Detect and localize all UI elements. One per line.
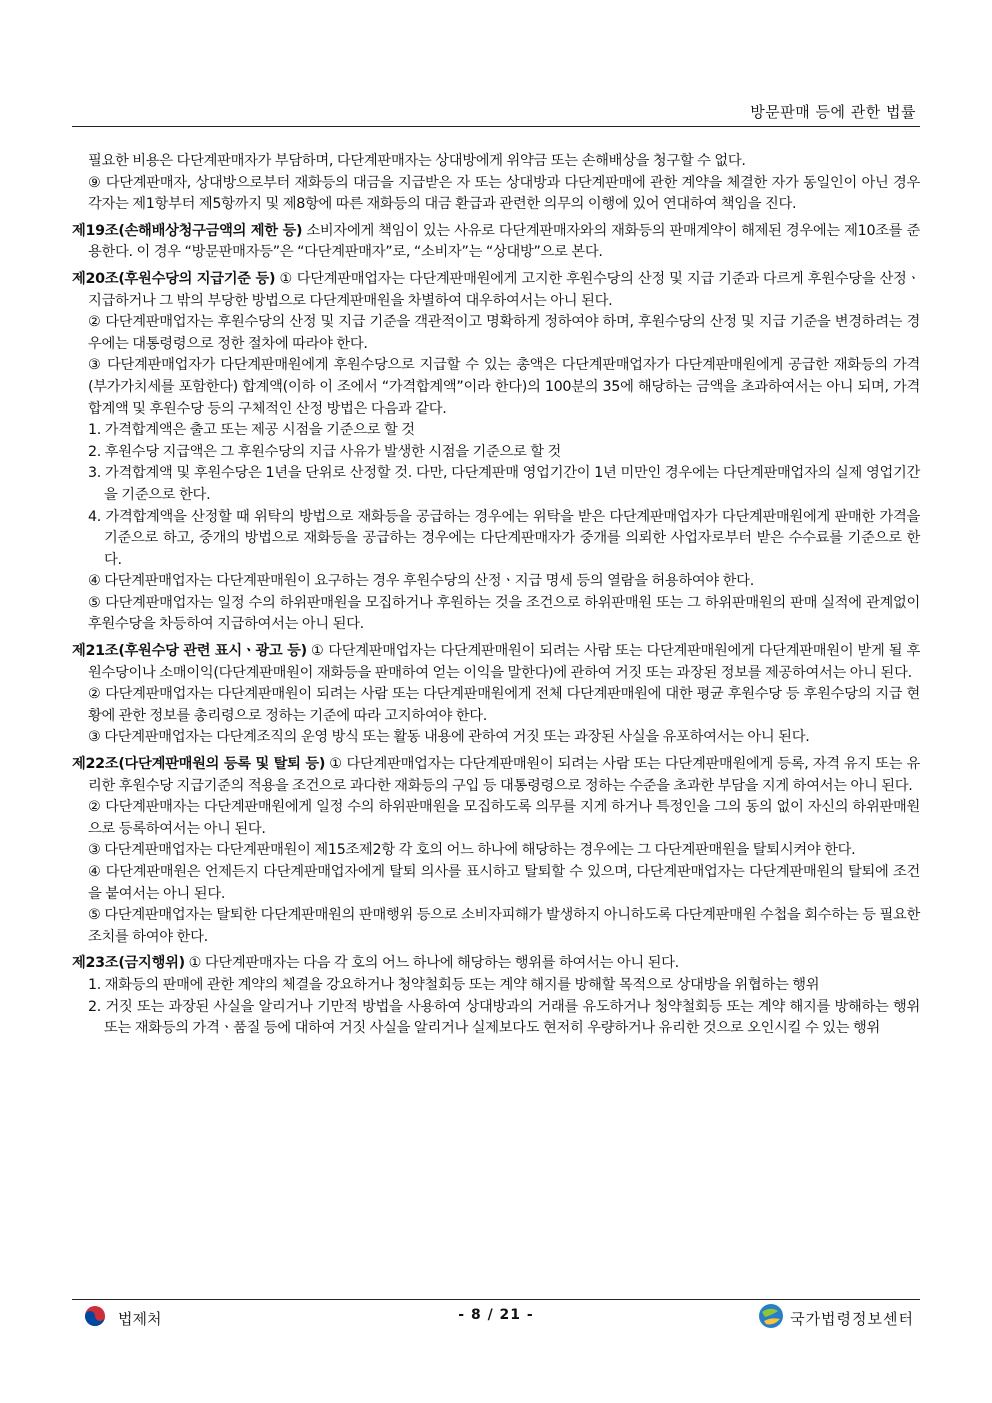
clause-paragraph [72,312,920,355]
clause-paragraph [72,862,920,905]
paragraph-text: 1. 가격합계액은 출고 또는 제공 시점을 기준으로 할 것 [88,422,415,439]
paragraph-text: ② 다단계판매자는 다단계판매원에게 일정 수의 하위판매원을 모집하도록 의무를 지게 하거나 특정인을 그의 동의 없이 자신의 하위판매원으로 등록하여서는 아니 된다. [88,799,920,837]
law-center-globe-icon [758,1303,784,1333]
paragraph-text: 소비자에게 책임이 있는 사유로 다단계판매자와의 재화등의 판매계약이 해제된 경우에는 제10조를 준용한다. 이 경우 “방문판매자등”은 “다단계판매자”로, “소비자”는 “상대방”으로 본다. [88,222,920,261]
article-paragraph [72,269,920,312]
clause-paragraph [72,684,920,727]
clause-paragraph [72,797,920,840]
article-heading: 제20조(후원수당의 지급기준 등) [72,270,276,287]
numbered-item [72,975,920,997]
paragraph-text: ④ 다단계판매원은 언제든지 다단계판매업자에게 탈퇴 의사를 표시하고 탈퇴할 수 있으며, 다단계판매업자는 다단계판매원의 탈퇴에 조건을 붙여서는 아니 된다. [88,864,920,902]
footer-agency-label: 법제처 [118,1309,162,1328]
paragraph-text: 3. 가격합계액 및 후원수당은 1년을 단위로 산정할 것. 다만, 다단계판매 영업기간이 1년 미만인 경우에는 다단계판매업자의 실제 영업기간을 기준으로 한다. [88,465,920,503]
paragraph-text: 필요한 비용은 다단계판매자가 부담하며, 다단계판매자는 상대방에게 위약금 또는 손해배상을 청구할 수 없다. [88,153,746,169]
paragraph-text: ① 다단계판매자는 다음 각 호의 어느 하나에 해당하는 행위를 하여서는 아니 된다. [184,955,679,972]
clause-paragraph [72,727,920,749]
paragraph-text: ① 다단계판매업자는 다단계판매원이 되려는 사람 또는 다단계판매원에게 다단계판매원이 받게 될 후원수당이나 소매이익(다단계판매원이 재화등을 판매하여 얻는 이익을 말한다)에 관하여 거짓 또는 과장된 정보를 제공하여서는 아니 된다. [88,643,920,681]
clause-paragraph [72,571,920,593]
paragraph-text: ④ 다단계판매업자는 다단계판매원이 요구하는 경우 후원수당의 산정ㆍ지급 명세 등의 열람을 허용하여야 한다. [88,573,754,590]
paragraph-text: ⑨ 다단계판매자, 상대방으로부터 재화등의 대금을 지급받은 자 또는 상대방과 다단계판매에 관한 계약을 체결한 자가 동일인이 아닌 경우 각자는 제1항부터 제5항까지 및 제8항에 따른 재화등의 대금 환급과 관련한 의무의 이행에 있어 연대하여 책임을 진다. [88,174,920,213]
numbered-item [72,463,920,506]
article-paragraph [72,221,920,264]
page-number: - 8 / 21 - [458,1307,534,1323]
clause-paragraph [72,905,920,948]
paragraph-text: 4. 가격합계액을 산정할 때 위탁의 방법으로 재화등을 공급하는 경우에는 위탁을 받은 다단계판매업자가 다단계판매원에게 판매한 가격을 기준으로 하고, 중개의 방법으로 재화등을 공급하는 경우에는 다단계판매자가 중개를 의뢰한 사업자로부터 받은 수수료를 기준으로 한다. [88,508,920,568]
article-heading: 제22조(다단계판매원의 등록 및 탈퇴 등) [72,756,326,773]
numbered-item [72,442,920,464]
document-header-title: 방문판매 등에 관한 법률 [750,103,916,121]
numbered-item [72,997,920,1040]
paragraph-text: 1. 재화등의 판매에 관한 계약의 체결을 강요하거나 청약철회등 또는 계약 해지를 방해할 목적으로 상대방을 위협하는 행위 [88,976,820,993]
article-paragraph [72,754,920,797]
law-text-body [72,151,920,1040]
paragraph-text: ③ 다단계판매업자가 다단계판매원에게 후원수당으로 지급할 수 있는 총액은 다단계판매업자가 다단계판매원에게 공급한 재화등의 가격(부가가치세를 포함한다) 합계액(이하 이 조에서 “가격합계액”이라 한다)의 100분의 35에 해당하는 금액을 초과하여서는 아니 되며, 가격합계액 및 후원수당 등의 구체적인 산정 방법은 다음과 같다. [88,357,920,417]
clause-paragraph [72,593,920,636]
paragraph-text: ⑤ 다단계판매업자는 일정 수의 하위판매원을 모집하거나 후원하는 것을 조건으로 하위판매원 또는 그 하위판매원의 판매 실적에 관계없이 후원수당을 차등하여 지급하여서는 아니 된다. [88,594,920,633]
paragraph-text: ② 다단계판매업자는 다단계판매원이 되려는 사람 또는 다단계판매원에게 전체 다단계판매원에 대한 평균 후원수당 등 후원수당의 지급 현황에 관한 정보를 총리령으로 정하는 기준에 따라 고지하여야 한다. [88,686,920,724]
footer-center-label: 국가법령정보센터 [790,1309,914,1328]
clause-paragraph [72,840,920,862]
numbered-item [72,507,920,572]
paragraph-text: ① 다단계판매업자는 다단계판매원이 되려는 사람 또는 다단계판매원에게 등록, 자격 유지 또는 유리한 후원수당 지급기준의 적용을 조건으로 과다한 재화등의 구입 등 대통령령으로 정하는 수준을 초과한 부담을 지게 하여서는 아니 된다. [88,756,920,794]
article-heading: 제21조(후원수당 관련 표시ㆍ광고 등) [72,643,307,660]
paragraph-text: ① 다단계판매업자는 다단계판매원에게 고지한 후원수당의 산정 및 지급 기준과 다르게 후원수당을 산정ㆍ지급하거나 그 밖의 부당한 방법으로 다단계판매원을 차별하여 대우하여서는 아니 된다. [88,270,920,309]
clause-paragraph [72,173,920,216]
article-heading: 제23조(금지행위) [72,955,185,972]
paragraph-text: ② 다단계판매업자는 후원수당의 산정 및 지급 기준을 객관적이고 명확하게 정하여야 하며, 후원수당의 산정 및 지급 기준을 변경하려는 경우에는 대통령령으로 정한 절차에 따라야 한다. [88,314,920,352]
clause-paragraph [72,151,920,173]
article-paragraph [72,953,920,975]
paragraph-text: ③ 다단계판매업자는 다단계조직의 운영 방식 또는 활동 내용에 관하여 거짓 또는 과장된 사실을 유포하여서는 아니 된다. [88,729,810,746]
paragraph-text: ③ 다단계판매업자는 다단계판매원이 제15조제2항 각 호의 어느 하나에 해당하는 경우에는 그 다단계판매원을 탈퇴시켜야 한다. [88,842,856,859]
footer-divider [72,1299,920,1300]
paragraph-text: 2. 거짓 또는 과장된 사실을 알리거나 기만적 방법을 사용하여 상대방과의 거래를 유도하거나 청약철회등 또는 계약 해지를 방해하는 행위 또는 재화등의 가격ㆍ품질 등에 대하여 거짓 사실을 알리거나 실제보다도 현저히 우량하거나 유리한 것으로 오인시킬 수 있는 행위 [88,998,920,1037]
clause-paragraph [72,355,920,420]
paragraph-text: ⑤ 다단계판매업자는 탈퇴한 다단계판매원의 판매행위 등으로 소비자피해가 발생하지 아니하도록 다단계판매원 수첩을 회수하는 등 필요한 조치를 하여야 한다. [88,907,920,945]
paragraph-text: 2. 후원수당 지급액은 그 후원수당의 지급 사유가 발생한 시점을 기준으로 할 것 [88,443,562,460]
header-divider [72,126,920,127]
footer-law-center [758,1303,914,1333]
article-paragraph [72,641,920,684]
numbered-item [72,420,920,442]
article-heading: 제19조(손해배상청구금액의 제한 등) [72,222,303,239]
